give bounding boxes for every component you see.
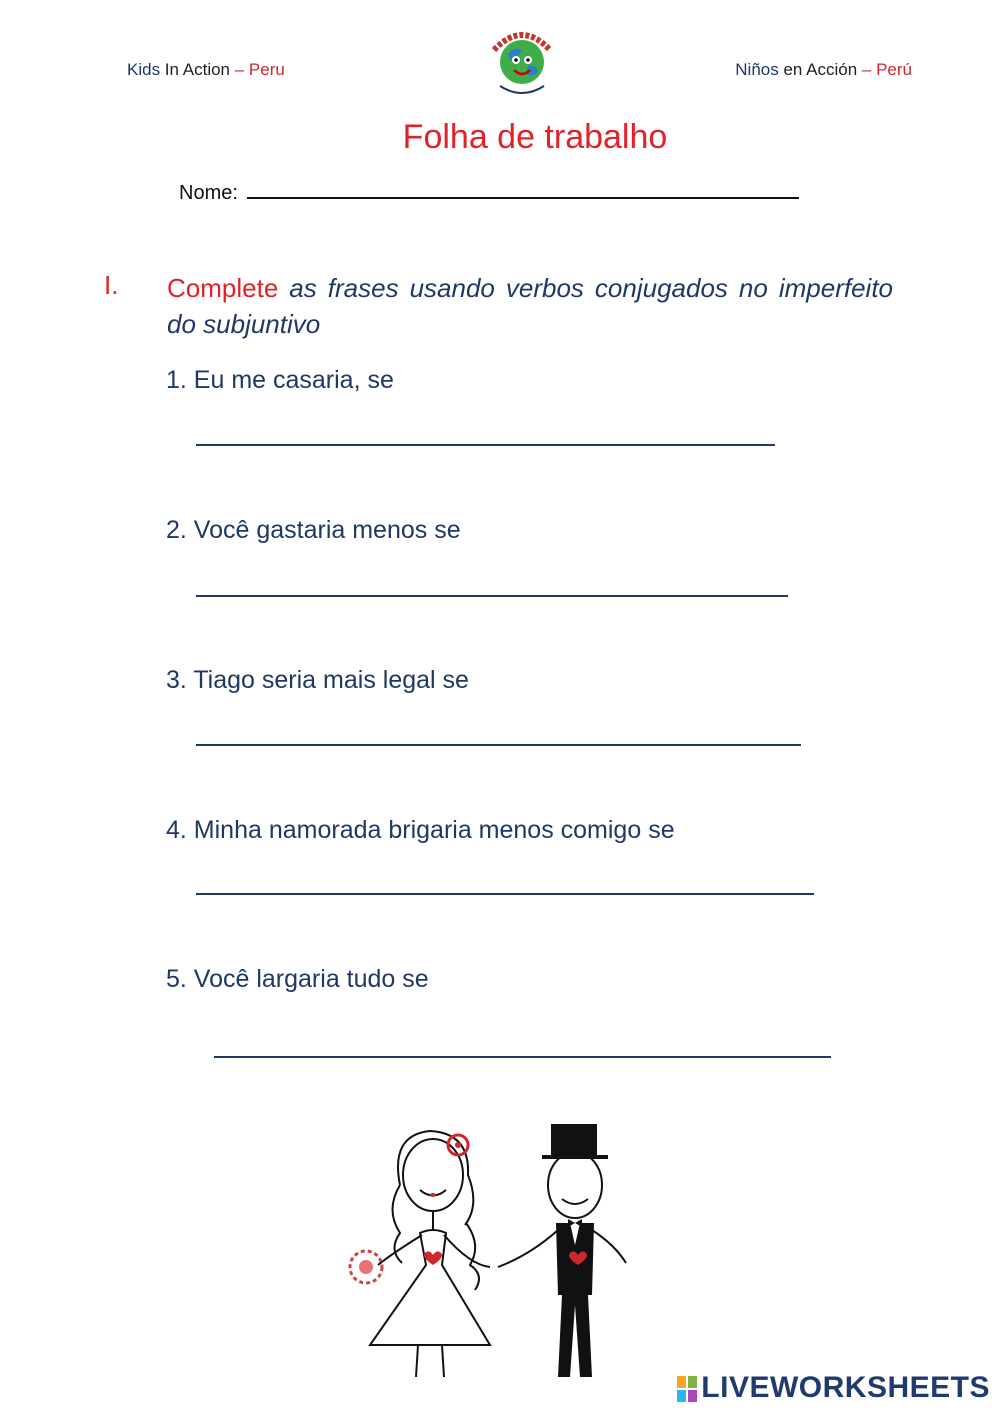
instruction-keyword: Complete	[167, 273, 279, 303]
header-right-en-accion: en Acción	[778, 60, 862, 79]
section-instruction	[167, 270, 893, 342]
header-left	[127, 60, 285, 80]
header-right-ninos: Niños	[735, 60, 779, 79]
header-right	[735, 60, 912, 80]
answer-line-5[interactable]	[214, 1056, 831, 1058]
name-label: Nome:	[179, 182, 238, 204]
page-title: Folha de trabalho	[402, 118, 668, 156]
header-left-in-action: In Action	[160, 60, 235, 79]
answer-line-2[interactable]	[196, 595, 788, 597]
wedding-couple-illustration	[330, 1115, 670, 1390]
question-4: 4. Minha namorada brigaria menos comigo se	[166, 816, 675, 844]
question-2: 2. Você gastaria menos se	[166, 516, 461, 544]
watermark-text: LIVEWORKSHEETS	[701, 1371, 990, 1404]
section-number: I.	[104, 270, 119, 300]
header-right-peru: – Perú	[861, 60, 912, 79]
answer-line-1[interactable]	[196, 444, 775, 446]
header-left-peru: – Peru	[234, 60, 285, 79]
kids-in-action-logo	[478, 20, 566, 102]
instruction-text: as frases usando verbos conjugados no imperfeito do subjuntivo	[167, 273, 893, 339]
name-input-line[interactable]	[247, 197, 799, 199]
header-left-kids: Kids	[127, 60, 161, 79]
question-3: 3. Tiago seria mais legal se	[166, 666, 469, 694]
liveworksheets-watermark	[677, 1371, 990, 1405]
answer-line-3[interactable]	[196, 744, 801, 746]
question-1: 1. Eu me casaria, se	[166, 366, 394, 394]
answer-line-4[interactable]	[196, 893, 814, 895]
liveworksheets-logo-icon	[677, 1376, 697, 1402]
name-field-row	[179, 182, 799, 205]
question-5: 5. Você largaria tudo se	[166, 965, 429, 993]
